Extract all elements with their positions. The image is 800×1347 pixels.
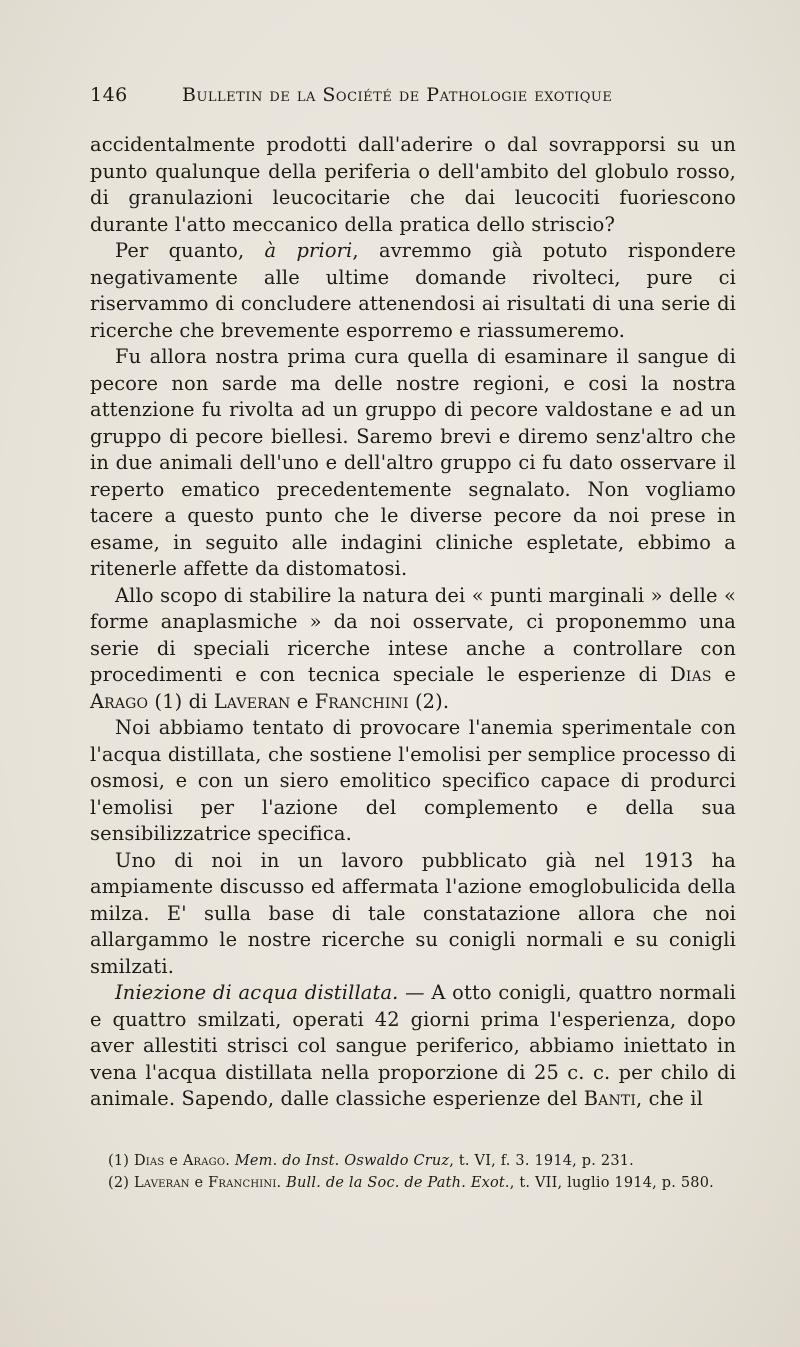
footnote-1: (1) Dias e Arago. Mem. do Inst. Oswaldo Cruz, t. VI, f. 3. 1914, p. 231. [108,1153,634,1169]
paragraph-1: accidentalmente prodotti dall'aderire o dal sovrapporsi su un punto qualunque della periferia o dell'ambito del globulo rosso, di granulazioni leucocitarie che dai leucociti fuoriescono durante l'atto meccanico della pratica dello striscio? [90,133,736,236]
footnotes [90,1150,736,1194]
author-name: Franchini [314,689,409,713]
body-text [90,132,736,1113]
author-name: Dias [670,663,712,686]
author-name: Laveran [213,689,291,713]
paragraph-4: Allo scopo di stabilire la natura dei « punti marginali » delle « forme anaplasmiche » da noi osservate, ci proponemmo una serie di speciali ricerche intese anche a controllare con procedimenti e con tecnica speciale le esperienze di Dias e Arago (1) di Laveran e Franchini (2). [90,583,736,713]
paragraph-7: Iniezione di acqua distillata. — A otto conigli, quattro normali e quattro smilzati, operati 42 giorni prima l'esperienza, dopo aver allestiti strisci col sangue periferico, abbiamo iniettato in vena l'acqua distillata nella proporzione di 25 c. c. per chilo di animale. Sapendo, dalle classiche esperienze del Banti, che il [90,981,736,1110]
running-header [90,84,730,118]
author-name: Arago [90,689,149,713]
footnote-2: (2) Laveran e Franchini. Bull. de la Soc. de Path. Exot., t. VII, luglio 1914, p. 580. [108,1175,714,1191]
italic-phrase: à priori [264,239,353,262]
journal-title: Bull. de la Soc. de Path. Exot. [286,1175,510,1191]
paragraph-5: Noi abbiamo tentato di provocare l'anemia sperimentale con l'acqua distillata, che sostiene l'emolisi per semplice processo di osmosi, e con un siero emolitico specifico capace di produrci l'emolisi per l'azione del complemento e della sua sensibilizzatrice specifica. [90,716,736,845]
paragraph-2: Per quanto, à priori, avremmo già potuto rispondere negativamente alle ultime domande rivolteci, pure ci riservammo di concludere attenendosi ai risultati di una serie di ricerche che brevemente esporremo e riassumeremo. [90,239,736,342]
section-heading-italic: Iniezione di acqua distillata. [115,981,399,1004]
journal-title: Mem. do Inst. Oswaldo Cruz [234,1153,450,1169]
paragraph-3: Fu allora nostra prima cura quella di esaminare il sangue di pecore non sarde ma delle nostre regioni, e cosi la nostra attenzione fu rivolta ad un gruppo di pecore valdostane e ad un gruppo di pecore biellesi. Saremo brevi e diremo senz'altro che in due animali dell'uno e dell'altro gruppo ci fu dato osservare il reperto ematico precedentemente segnalato. Non vogliamo tacere a questo punto che le diverse pecore da noi prese in esame, in seguito alle indagini cliniche espletate, ebbimo a ritenerle affette da distomatosi. [90,345,736,580]
author-name: Banti [583,1087,637,1110]
running-title: Bulletin de la Société de Pathologie exotique [182,84,613,106]
page-number: 146 [90,84,128,106]
paragraph-6: Uno di noi in un lavoro pubblicato già nel 1913 ha ampiamente discusso ed affermata l'azione emoglobulicida della milza. E' sulla base di tale constatazione allora che noi allargammo le nostre ricerche su conigli normali e su conigli smilzati. [90,848,736,978]
